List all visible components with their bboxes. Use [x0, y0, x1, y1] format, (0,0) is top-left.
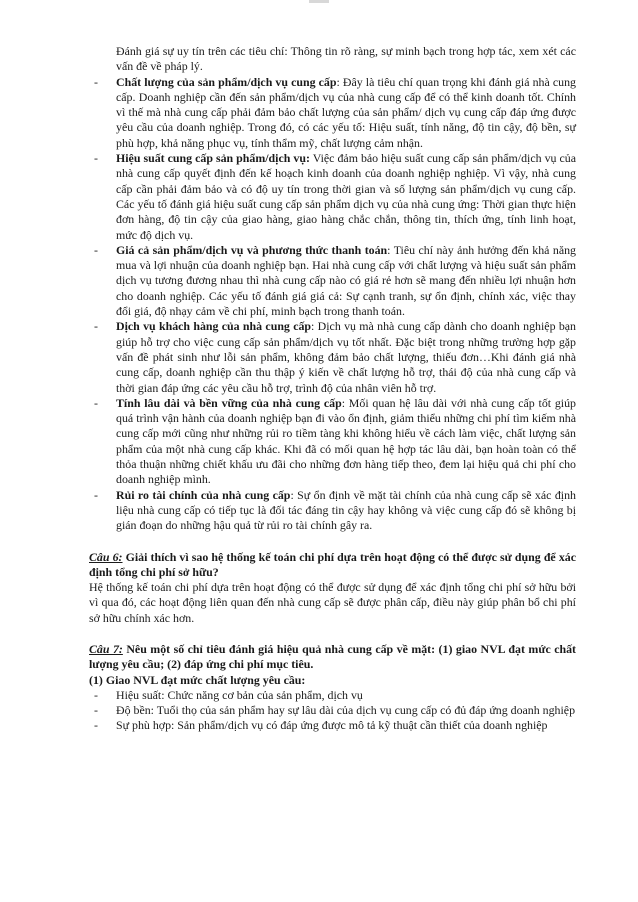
- criteria-item: [89, 488, 576, 534]
- bullet-dash: -: [94, 319, 98, 334]
- criteria-term: Rủi ro tài chính của nhà cung cấp: [116, 487, 291, 502]
- bullet-dash: -: [94, 487, 98, 502]
- criteria-desc: : Đây là tiêu chí quan trọng khi đánh giá nhà cung cấp. Doanh nghiệp cần đến sản phẩm/dịch vụ của nhà cung cấp để có thể kinh doanh tốt. Chính vì thế mà nhà cung cấp phải đảm bảo chất lượng của sản phẩm/ dịch vụ cung cấp đáp ứng được yêu cầu của doanh nghiệp. Trong đó, có các yếu tố: Hiệu suất, tính năng, độ tin cậy, độ bền, sự phù hợp, khả năng phục vụ, tính thẩm mỹ, chất lượng cảm nhận.: [116, 74, 576, 150]
- quality-list: [89, 688, 576, 734]
- list-item: [89, 718, 576, 733]
- criteria-term: Chất lượng của sản phẩm/dịch vụ cung cấp: [116, 74, 337, 89]
- bullet-dash: -: [94, 395, 98, 410]
- list-item-text: Sự phù hợp: Sản phẩm/dịch vụ có đáp ứng được mô tả kỹ thuật cần thiết của doanh nghiệp: [116, 718, 548, 733]
- question-text: Nêu một số chỉ tiêu đánh giá hiệu quả nhà cung cấp về mặt: (1) giao NVL đạt mức chất lượng yêu cầu; (2) đáp ứng chi phí mục tiêu.: [89, 641, 576, 672]
- criteria-item: [89, 151, 576, 243]
- criteria-desc: : Tiêu chí này ảnh hưởng đến khả năng mua và lợi nhuận của doanh nghiệp bạn. Hai nhà cung cấp với chất lượng và hiệu suất sản phẩm dịch vụ tương đương nhau thì nhà cung cấp nào có giá rẻ hơn sẽ mang đến nhiều lợi nhuận hơn cho doanh nghiệp. Các yếu tố đánh giá giá cả: Sự cạnh tranh, sự ổn định, chính xác, việc thay đổi giá, độ nhạy cảm về chi phí, minh bạch trong thanh toán.: [116, 242, 577, 319]
- criteria-list: [89, 75, 576, 534]
- criteria-item: [89, 243, 576, 319]
- criteria-desc: : Dịch vụ mà nhà cung cấp dành cho doanh nghiệp bạn giúp hỗ trợ cho việc cung cấp sản phẩm/dịch vụ tốt nhất. Đặc biệt trong những trường hợp gặp vấn đề phát sinh như lỗi sản phẩm, không đảm bảo chất lượng, thiếu đơn…Khi đánh giá nhà cung cấp, doanh nghiệp cần thu thập ý kiến về chất lượng hỗ trợ, thái độ của nhà cung cấp và thời gian đáp ứng các yêu cầu hỗ trợ, trình độ của nhân viên hỗ trợ.: [116, 319, 576, 395]
- bullet-dash: -: [94, 151, 98, 166]
- bullet-dash: -: [94, 703, 98, 718]
- criteria-term: Hiệu suất cung cấp sản phẩm/dịch vụ:: [116, 151, 310, 166]
- bullet-dash: -: [94, 242, 98, 257]
- question-number: Câu 7:: [89, 641, 123, 656]
- criteria-desc: : Mối quan hệ lâu dài với nhà cung cấp tốt giúp quá trình vận hành của doanh nghiệp bạn đi vào ổn định, giảm thiểu những chi phí tìm kiếm nhà cung cấp mới cũng như những rủi ro tiềm tàng khi không hiểu về cách làm việc, chất lượng sản phẩm của một nhà cung cấp khác. Khi đã có mối quan hệ hợp tác lâu dài, bạn hoàn toàn có thể thỏa thuận những chiết khấu ưu đãi cho những đơn hàng tiếp theo, đem lại hiệu quả chi phí cho doanh nghiệp mình.: [116, 395, 577, 487]
- page-content: [89, 44, 576, 734]
- criteria-item: [89, 75, 576, 151]
- criteria-desc: : Sự ổn định về mặt tài chính của nhà cung cấp sẽ xác định liệu nhà cung cấp có tiếp tục là đối tác đáng tin cậy hay không và việc cung cấp đó sẽ không bị gián đoạn do những hậu quả từ rủi ro tài chính gây ra.: [116, 487, 576, 533]
- question-number: Câu 6:: [89, 549, 123, 564]
- criteria-term: Tính lâu dài và bền vững của nhà cung cấp: [116, 395, 342, 410]
- bullet-dash: -: [94, 687, 98, 702]
- list-item-text: Độ bền: Tuổi thọ của sản phẩm hay sự lâu dài của dịch vụ cung cấp có đủ đáp ứng doanh nghiệp: [116, 703, 576, 718]
- question-7: [89, 642, 576, 673]
- page-top-mark: [309, 0, 329, 3]
- criteria-term: Giá cả sản phẩm/dịch vụ và phương thức thanh toán: [116, 242, 388, 257]
- intro-paragraph: Đánh giá sự uy tín trên các tiêu chí: Thông tin rõ ràng, sự minh bạch trong hợp tác, xem xét các vấn đề về pháp lý.: [116, 44, 576, 74]
- bullet-dash: -: [94, 718, 98, 733]
- answer-6: Hệ thống kế toán chi phí dựa trên hoạt động có thể được sử dụng để xác định tổng chi phí sở hữu bởi vì qua đó, các hoạt động liên quan đến nhà cung cấp sẽ được phân cấp, điều này giúp phân bổ chi phí sở hữu chính xác hơn.: [89, 580, 576, 625]
- bullet-dash: -: [94, 74, 98, 89]
- criteria-desc: Việc đảm bảo hiệu suất cung cấp sản phẩm/dịch vụ của nhà cung cấp quyết định đến kế hoạch kinh doanh của doanh nghiệp nghiệp. Vì vậy, nhà cung cấp cần phải đảm bảo và có độ uy tín trong thời gian và số lượng sản phẩm/dịch vụ cung cấp. Các yếu tố đánh giá hiệu suất cung cấp sản phẩm dịch vụ của nhà cung ứng: Thời gian thực hiện đơn hàng, độ tin cậy của giao hàng, giao hàng chắc chắn, thông tin, thích ứng, tính linh hoạt, mức độ dịch vụ.: [116, 151, 576, 242]
- subheading: (1) Giao NVL đạt mức chất lượng yêu cầu:: [89, 672, 306, 687]
- list-item: [89, 688, 576, 703]
- criteria-item: [89, 319, 576, 395]
- list-item-text: Hiệu suất: Chức năng cơ bản của sản phẩm, dịch vụ: [116, 687, 363, 702]
- criteria-term: Dịch vụ khách hàng của nhà cung cấp: [116, 319, 312, 334]
- list-item: [89, 703, 576, 718]
- question-text: Giải thích vì sao hệ thống kế toán chi phí dựa trên hoạt động có thể được sử dụng để xác định tổng chi phí sở hữu?: [89, 549, 576, 579]
- question-6: [89, 550, 576, 581]
- criteria-item: [89, 396, 576, 488]
